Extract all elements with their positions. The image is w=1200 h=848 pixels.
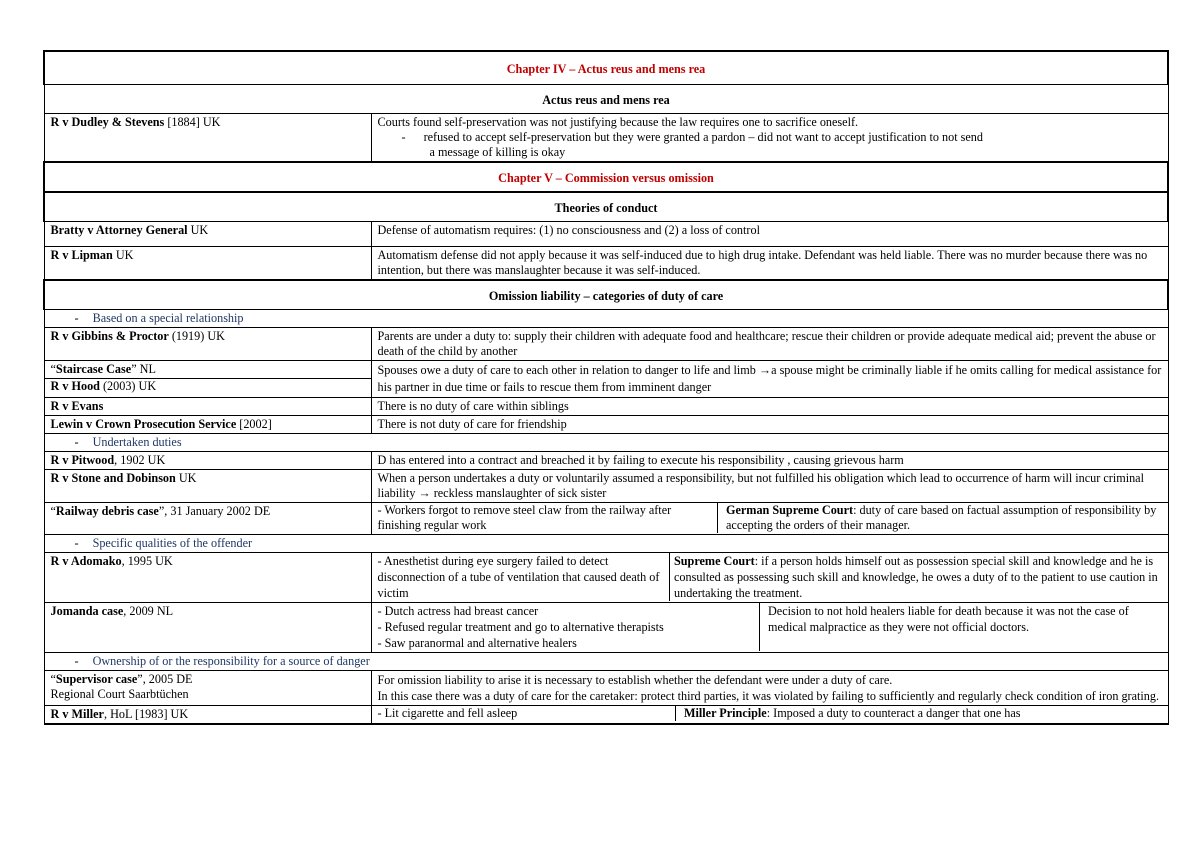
split-table <box>378 706 1168 721</box>
case-table <box>43 50 1169 725</box>
quote: “ <box>50 672 56 686</box>
case-name: R v Hood <box>50 379 100 393</box>
quote: “ <box>50 504 56 518</box>
case-name-cell <box>44 114 371 163</box>
case-meta: (1919) UK <box>168 329 225 343</box>
bullet-continuation: a message of killing is okay <box>429 145 566 159</box>
case-name: Supervisor case <box>55 672 138 686</box>
case-split-cell <box>371 706 1168 725</box>
case-name: R v Miller <box>50 707 104 721</box>
section-label <box>44 310 1168 328</box>
case-name-cell <box>44 603 371 653</box>
case-name: R v Lipman <box>50 248 113 262</box>
case-name-cell <box>44 671 371 706</box>
case-name: R v Gibbins & Proctor <box>50 329 169 343</box>
case-meta: (2003) UK <box>99 379 157 393</box>
case-holding-cell <box>670 553 1168 601</box>
table-row <box>44 114 1168 163</box>
court-line: Regional Court Saarbtüchen <box>50 687 189 701</box>
chapter5-title-row <box>44 162 1168 192</box>
case-name-cell <box>44 503 371 535</box>
dash: - <box>401 130 406 144</box>
section-row <box>44 535 1168 553</box>
section-title: Specific qualities of the offender <box>92 536 253 550</box>
table-row <box>44 452 1168 470</box>
case-holding-cell <box>676 706 1168 721</box>
omission-heading-row <box>44 280 1168 310</box>
table-row <box>44 553 1168 603</box>
quote: “ <box>50 362 56 376</box>
case-split-cell <box>371 503 1168 535</box>
case-name: Jomanda case <box>50 604 124 618</box>
court-name: Supreme Court <box>674 554 755 568</box>
case-meta: , 2009 NL <box>123 604 174 618</box>
table-row <box>44 416 1168 434</box>
case-text-cell <box>371 671 1168 706</box>
case-name: R v Stone and Dobinson <box>50 471 176 485</box>
case-name: Lewin v Crown Prosecution Service <box>50 417 237 431</box>
case-holding-cell <box>718 503 1168 533</box>
case-meta: UK <box>187 223 209 237</box>
case-text: There is no duty of care within siblings <box>371 398 1168 416</box>
case-line <box>51 379 365 394</box>
case-name: Staircase Case <box>55 362 132 376</box>
case-meta: , HoL [1983] UK <box>103 707 189 721</box>
case-name-cell <box>44 416 371 434</box>
case-meta: , 1902 UK <box>114 453 166 467</box>
document-page <box>43 50 1167 725</box>
case-holding: : duty of care based on factual assumption of responsibility by accepting the orders of their manager. <box>726 503 1157 532</box>
chapter4-subheading-row <box>44 85 1168 114</box>
dash: - <box>74 654 79 668</box>
case-meta: , 1995 UK <box>121 554 173 568</box>
chapter4-title: Chapter IV – Actus reus and mens rea <box>44 51 1168 85</box>
section-label <box>44 535 1168 553</box>
table-row <box>44 361 1168 398</box>
section-row <box>44 653 1168 671</box>
case-name: R v Evans <box>50 399 104 413</box>
case-name: Railway debris case <box>55 504 159 518</box>
case-name-cell <box>44 222 371 247</box>
fact-line: - Saw paranormal and alternative healers <box>377 636 577 650</box>
conduct-heading-row <box>44 192 1168 222</box>
case-text: There is not duty of care for friendship <box>371 416 1168 434</box>
case-meta: ” NL <box>131 362 156 376</box>
case-text: Parents are under a duty to: supply their children with adequate food and healthcare; rescue their children or provide adequate medical aid; prevent the abuse or death of the child by another <box>371 328 1168 361</box>
case-name: R v Pitwood <box>50 453 115 467</box>
case-name-cell <box>44 247 371 281</box>
case-split-cell <box>371 603 1168 653</box>
case-name-cell <box>44 398 371 416</box>
case-meta: ”, 31 January 2002 DE <box>158 504 271 518</box>
case-text: Automatism defense did not apply because it was self-induced due to high drug intake. Defendant was held liable. There was no murder because there was no intention, but there was manslaughter because it was self-induced. <box>371 247 1168 281</box>
case-line <box>45 362 371 379</box>
case-holding: : Imposed a duty to counteract a danger that one has <box>766 706 1021 720</box>
case-text: D has entered into a contract and breached it by failing to execute his responsibility , causing grievous harm <box>371 452 1168 470</box>
case-meta: [1884] UK <box>164 115 221 129</box>
section-label <box>44 653 1168 671</box>
case-name-cell <box>44 470 371 503</box>
case-text: Courts found self-preservation was not justifying because the law requires one to sacrifice oneself. <box>377 115 859 129</box>
fact-line: - Refused regular treatment and go to alternative therapists <box>377 620 664 634</box>
case-holding: : if a person holds himself out as possession special skill and knowledge and he is consulted as possessing such skill and knowledge, he owes a duty of to the patient to use caution in undertaking the treatment. <box>674 554 1158 600</box>
case-text: Defense of automatism requires: (1) no consciousness and (2) a loss of control <box>371 222 1168 247</box>
case-meta: UK <box>112 248 134 262</box>
split-table <box>378 603 1168 651</box>
dash: - <box>74 311 79 325</box>
case-meta: [2002] <box>236 417 272 431</box>
table-row <box>44 247 1168 281</box>
table-row <box>44 328 1168 361</box>
bullet-item <box>378 130 1162 145</box>
case-meta: ”, 2005 DE <box>137 672 193 686</box>
case-facts: - Lit cigarette and fell asleep <box>377 706 518 720</box>
section-title: Based on a special relationship <box>92 311 244 325</box>
case-name: Bratty v Attorney General <box>50 223 188 237</box>
court-name: German Supreme Court <box>726 503 854 517</box>
case-meta: UK <box>175 471 197 485</box>
chapter4-title-row <box>44 51 1168 85</box>
case-name-cell <box>44 553 371 603</box>
case-text: When a person undertakes a duty or voluntarily assumed a responsibility, but not fulfilled his obligation which lead to occurrence of harm will incur criminal liability → reckless manslaughter of sick sister <box>371 470 1168 503</box>
case-name-cell <box>44 361 371 398</box>
principle-name: Miller Principle <box>684 706 767 720</box>
split-table <box>378 553 1168 601</box>
case-name: R v Dudley & Stevens <box>50 115 165 129</box>
dash: - <box>74 435 79 449</box>
case-text-cell <box>371 114 1168 163</box>
case-facts <box>378 603 760 651</box>
table-row <box>44 470 1168 503</box>
split-table <box>378 503 1168 533</box>
section-row <box>44 310 1168 328</box>
case-facts: - Anesthetist during eye surgery failed to detect disconnection of a tube of ventilation that caused death of victim <box>377 554 660 600</box>
section-row <box>44 434 1168 452</box>
chapter4-subheading: Actus reus and mens rea <box>44 85 1168 114</box>
case-text: For omission liability to arise it is necessary to establish whether the defendant were under a duty of care. <box>377 673 893 687</box>
case-name: R v Adomako <box>50 554 122 568</box>
case-name-cell <box>44 452 371 470</box>
section-title: Undertaken duties <box>92 435 182 449</box>
case-line <box>51 672 365 687</box>
case-text: Spouses owe a duty of care to each other in relation to danger to life and limb →a spouse might be criminally liable if he omits calling for medical assistance for his partner in due time or fails to rescue them from imminent danger <box>371 361 1168 398</box>
section-label <box>44 434 1168 452</box>
fact-line: - Dutch actress had breast cancer <box>377 604 539 618</box>
dash: - <box>74 536 79 550</box>
bullet-text: refused to accept self-preservation but they were granted a pardon – did not want to accept justification to not send <box>423 130 983 144</box>
case-facts: - Workers forgot to remove steel claw from the railway after finishing regular work <box>377 503 672 532</box>
case-text: In this case there was a duty of care for the caretaker: protect third parties, it was violated by failing to sufficiently and regularly check condition of iron grating. <box>377 689 1160 703</box>
section-title: Ownership of or the responsibility for a source of danger <box>92 654 370 668</box>
conduct-heading: Theories of conduct <box>44 192 1168 222</box>
table-row <box>44 398 1168 416</box>
case-name-cell <box>44 328 371 361</box>
table-row <box>44 603 1168 653</box>
case-holding: Decision to not hold healers liable for death because it was not the case of medical malpractice as they were not official doctors. <box>760 603 1168 651</box>
omission-heading: Omission liability – categories of duty of care <box>44 280 1168 310</box>
case-split-cell <box>371 553 1168 603</box>
table-row <box>44 503 1168 535</box>
table-row <box>44 671 1168 706</box>
table-row <box>44 222 1168 247</box>
table-row <box>44 706 1168 725</box>
case-name-cell <box>44 706 371 725</box>
chapter5-title: Chapter V – Commission versus omission <box>44 162 1168 192</box>
